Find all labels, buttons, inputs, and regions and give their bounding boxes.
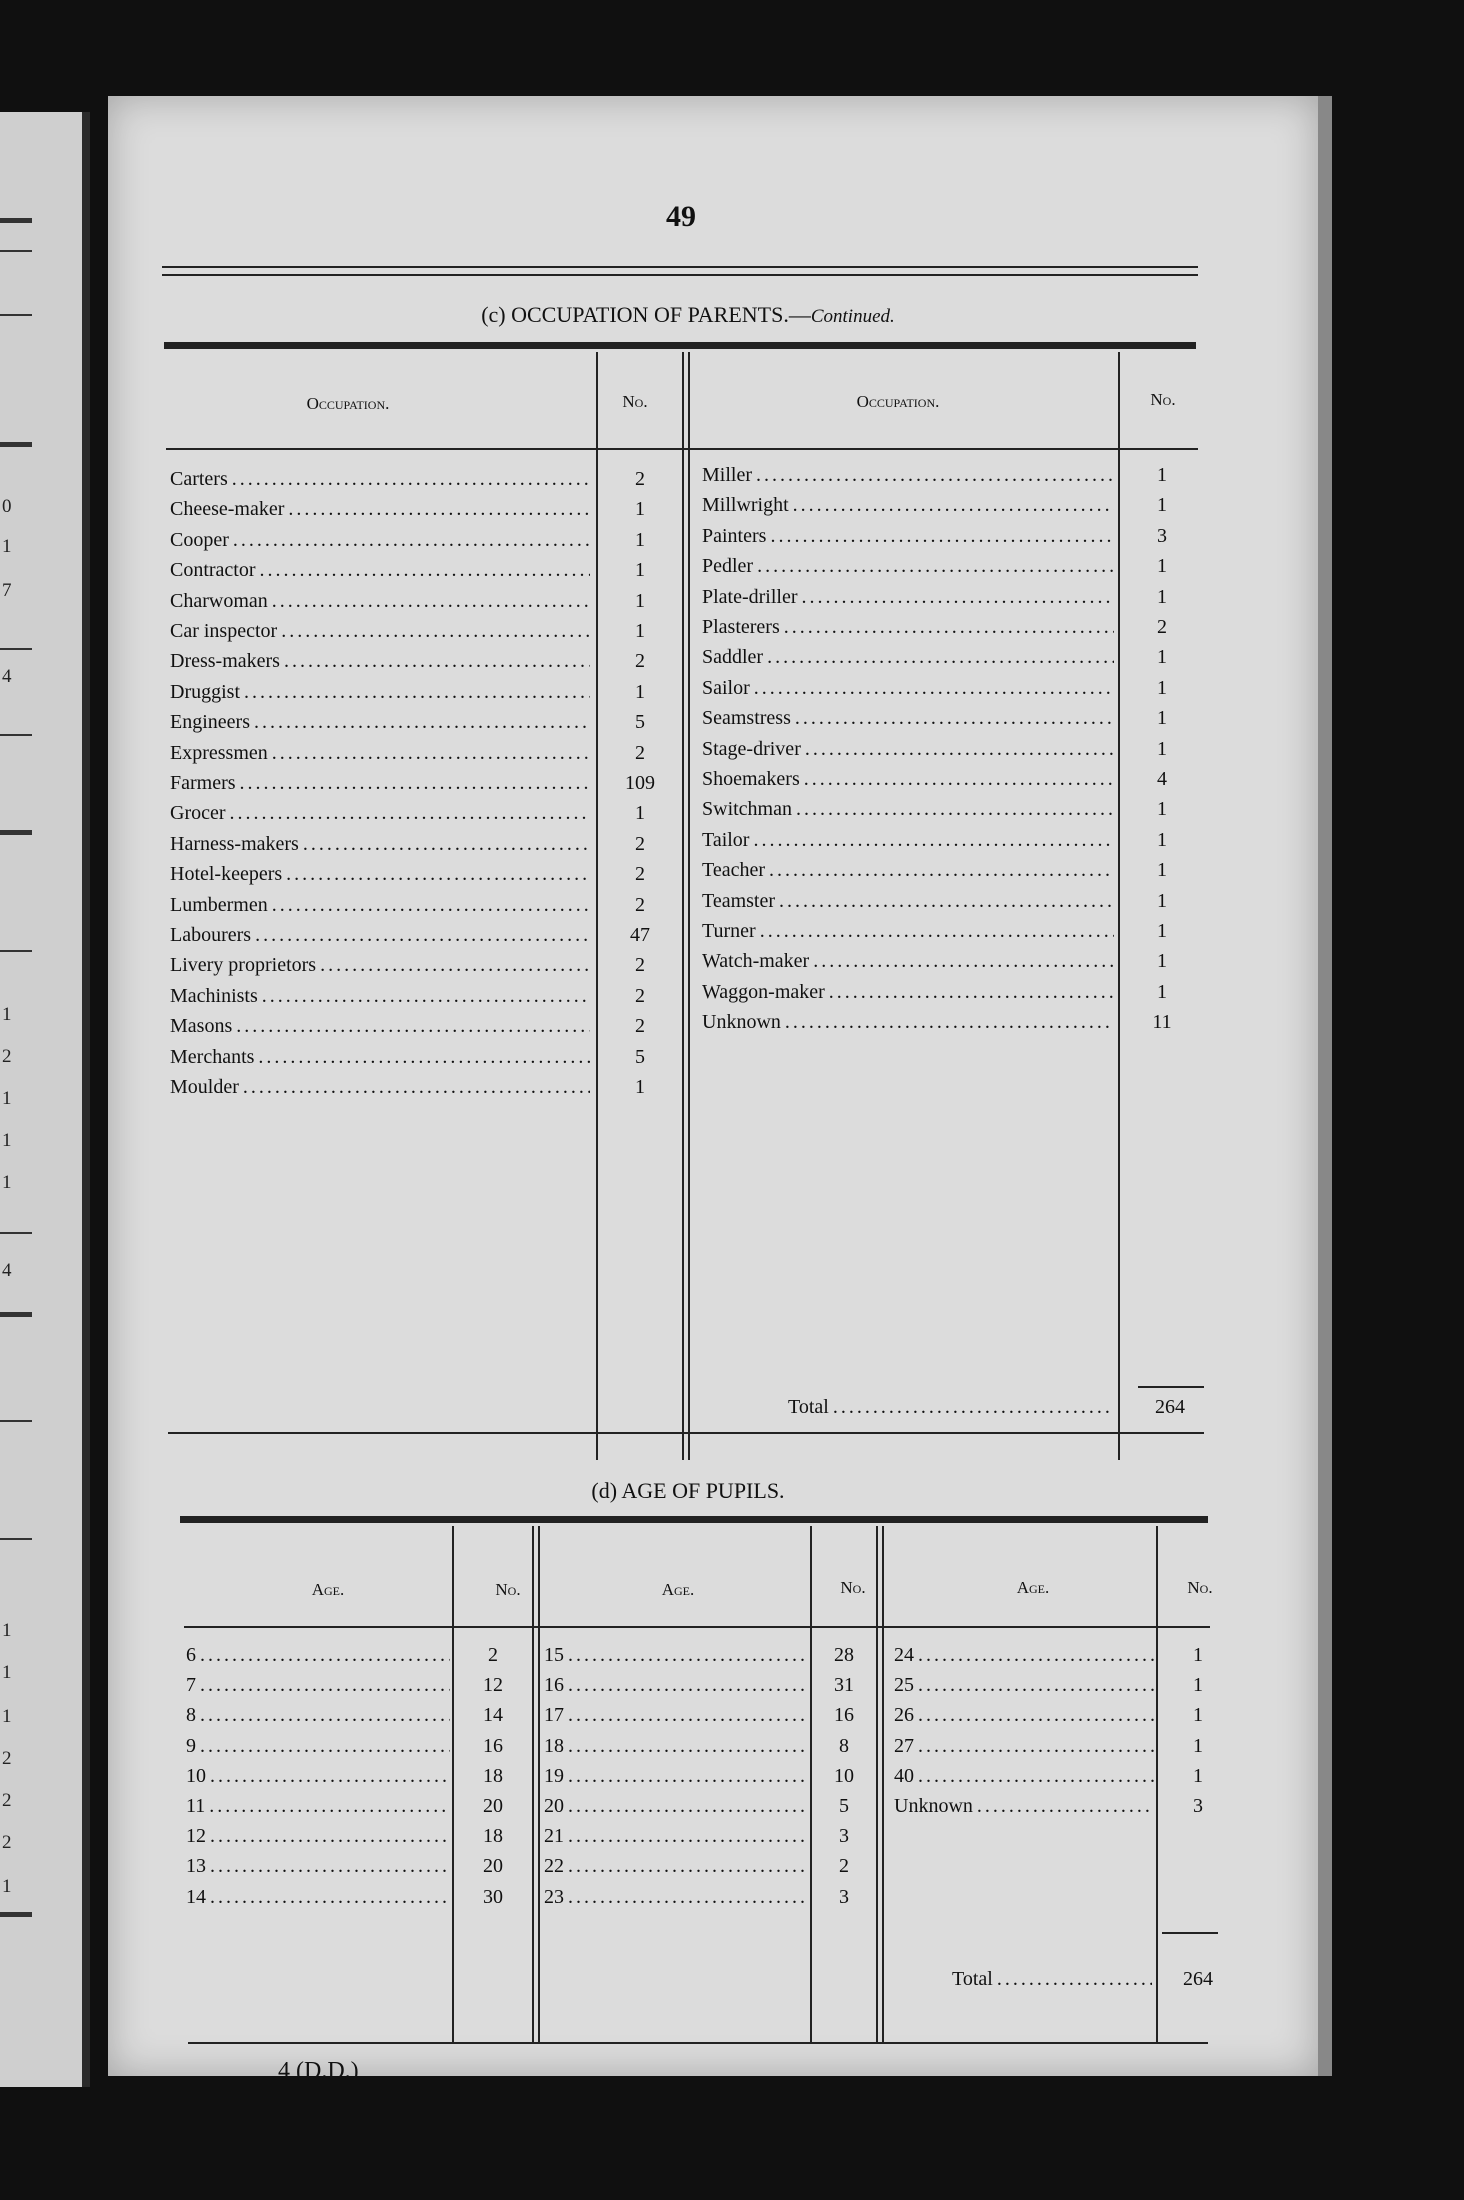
age-col3-count: 1 (1193, 1734, 1203, 1757)
occupation-left-label: Moulder . . . (170, 1076, 590, 1106)
col-header-no-left: No. (622, 392, 648, 411)
occupation-left-count: 1 (635, 559, 645, 582)
col-header-occupation-right: Occupation. (856, 392, 940, 411)
occupation-left-label: Engineers . . . (170, 711, 590, 741)
occupation-right-label: Stage-driver . . . (702, 738, 1114, 768)
occupation-left-label: Dress-makers . . . (170, 650, 590, 680)
left-page-number-fragment: 1 (2, 1620, 12, 1641)
occupation-left-label: Harness-makers . . . (170, 833, 590, 863)
section-d-title: (d) AGE OF PUPILS. (591, 1478, 785, 1503)
page-number: 49 (666, 200, 696, 233)
occupation-left-count: 1 (635, 620, 645, 642)
occupation-left-label: Expressmen . . . (170, 742, 590, 772)
age-col3-count: 3 (1193, 1795, 1203, 1817)
age-col2-label: 15 . . . (544, 1644, 808, 1674)
age-col1-label: 13 . . . (186, 1855, 450, 1885)
age-col1-count: 18 (483, 1825, 503, 1848)
left-page-rule (0, 1912, 32, 1917)
occupation-right-label: Saddler . . . (702, 646, 1114, 676)
occupation-right-label: Watch-maker . . . (702, 950, 1114, 980)
occupation-right-count: 1 (1157, 889, 1167, 912)
section-c-title-suffix: Continued. (810, 306, 895, 327)
left-page-rule (0, 648, 32, 650)
occupation-right-label: Turner . . . (702, 920, 1114, 950)
occupation-right-count: 1 (1157, 676, 1167, 699)
occupation-left-count: 5 (635, 711, 645, 734)
left-page-number-fragment: 7 (2, 580, 12, 601)
age-col3-label: 27 . . . (894, 1735, 1154, 1765)
age-col3-count: 1 (1193, 1674, 1203, 1697)
age-col2-count: 8 (839, 1734, 849, 1757)
occupation-right-label: Sailor . . . (702, 677, 1114, 707)
age-col1-count: 18 (483, 1764, 503, 1787)
occupation-left-label: Hotel-keepers . . . (170, 863, 590, 893)
age-col1-count: 16 (483, 1734, 503, 1757)
left-page-number-fragment: 1 (2, 1706, 12, 1727)
age-col1-count: 20 (483, 1855, 503, 1878)
age-col1-label: 6 . . . (186, 1644, 450, 1674)
left-page-number-fragment: 2 (2, 1748, 12, 1769)
occupation-left-label: Merchants . . . (170, 1046, 590, 1076)
occupation-left-count: 2 (635, 650, 645, 673)
section-c-title-text: (c) OCCUPATION OF PARENTS.— (481, 302, 811, 327)
left-page-number-fragment: 1 (2, 1662, 12, 1683)
age-col3-label: 25 . . . (894, 1674, 1154, 1704)
age-col3-count: 1 (1193, 1764, 1203, 1787)
age-col3-count: 1 (1193, 1644, 1203, 1666)
left-page-rule (0, 1232, 32, 1234)
occupation-left-label: Masons . . . (170, 1015, 590, 1045)
occupation-right-count: 1 (1157, 798, 1167, 821)
occupation-left-label: Machinists . . . (170, 985, 590, 1015)
left-page-rule (0, 1312, 32, 1317)
occupation-left-count: 1 (635, 1076, 645, 1098)
document-page (108, 96, 1332, 2084)
left-page-rule (0, 218, 32, 223)
occupation-right-label: Plasterers . . . (702, 616, 1114, 646)
col-divider-3 (688, 352, 690, 1460)
left-page-number-fragment: 2 (2, 1046, 12, 1067)
age-header-2: Age. (661, 1580, 695, 1599)
section-c-header-rule (164, 342, 1196, 349)
age-col2-label: 18 . . . (544, 1735, 808, 1765)
occupation-right-count: 1 (1157, 464, 1167, 486)
occupation-right-label: Millwright . . . (702, 494, 1114, 524)
left-page-rule (0, 314, 32, 316)
total-sum-rule-c (1138, 1386, 1204, 1388)
age-col3-label: 26 . . . (894, 1704, 1154, 1734)
age-col2-label: 16 . . . (544, 1674, 808, 1704)
occupation-left-label: Livery proprietors . . . (170, 954, 590, 984)
occupation-right-count: 1 (1157, 737, 1167, 760)
occupation-right-count: 1 (1157, 980, 1167, 1003)
age-col1-count: 20 (483, 1795, 503, 1817)
occupation-right-label: Seamstress . . . (702, 707, 1114, 737)
occupation-right-count: 1 (1157, 828, 1167, 851)
col-header-occupation-left: Occupation. (306, 394, 390, 413)
occupation-left-label: Car inspector . . . (170, 620, 590, 650)
age-col1-label: 7 . . . (186, 1674, 450, 1704)
total-sum-rule-d (1162, 1932, 1218, 1934)
age-col2-count: 3 (839, 1885, 849, 1908)
total-value-c: 264 (1155, 1396, 1185, 1418)
age-col2-count: 31 (834, 1674, 854, 1697)
left-page-number-fragment: 1 (2, 1004, 12, 1025)
occupation-right-count: 1 (1157, 494, 1167, 517)
left-page-number-fragment: 0 (2, 496, 12, 517)
age-col2-label: 20 . . . (544, 1795, 808, 1825)
occupation-right-count: 1 (1157, 646, 1167, 669)
occupation-left-label: Lumbermen . . . (170, 894, 590, 924)
occupation-left-label: Cooper . . . (170, 529, 590, 559)
occupation-right-count: 2 (1157, 616, 1167, 638)
occupation-left-count: 1 (635, 802, 645, 825)
no-header-1: No. (495, 1580, 521, 1599)
age-col1-label: 14 . . . (186, 1886, 450, 1916)
left-page-rule (0, 250, 32, 252)
left-page-number-fragment: 4 (2, 1260, 12, 1281)
left-page-rule (0, 442, 32, 447)
occupation-right-count: 1 (1157, 555, 1167, 578)
age-col2-label: 17 . . . (544, 1704, 808, 1734)
previous-page-edge (0, 112, 90, 2087)
age-col1-label: 9 . . . (186, 1735, 450, 1765)
age-col2-label: 19 . . . (544, 1765, 808, 1795)
occupation-right-label: Tailor . . . (702, 829, 1114, 859)
occupation-left-count: 2 (635, 832, 645, 855)
occupation-right-label: Teamster . . . (702, 890, 1114, 920)
age-col2-label: 23 . . . (544, 1886, 808, 1916)
no-header-2: No. (840, 1578, 866, 1597)
occupation-left-count: 47 (630, 924, 650, 946)
left-page-rule (0, 830, 32, 835)
occupation-left-label: Labourers . . . (170, 924, 590, 954)
left-page-rule (0, 950, 32, 952)
left-page-number-fragment: 2 (2, 1790, 12, 1811)
top-rule (162, 266, 1198, 268)
occupation-left-count: 1 (635, 589, 645, 612)
occupation-left-count: 2 (635, 893, 645, 916)
no-header-3: No. (1187, 1578, 1213, 1597)
occupation-right-count: 11 (1152, 1011, 1172, 1034)
occupation-right-label: Switchman . . . (702, 798, 1114, 828)
age-col2-label: 22 . . . (544, 1855, 808, 1885)
occupation-right-count: 1 (1157, 859, 1167, 882)
left-page-number-fragment: 1 (2, 1088, 12, 1109)
age-divider-6 (882, 1526, 884, 2044)
section-c-title (308, 302, 1068, 328)
age-col2-label: 21 . . . (544, 1825, 808, 1855)
age-col2-count: 2 (839, 1855, 849, 1878)
age-col2-count: 28 (834, 1644, 854, 1666)
col-header-no-right: No. (1150, 390, 1176, 409)
age-header-1: Age. (311, 1580, 345, 1599)
age-divider-2 (532, 1526, 534, 2044)
age-divider-3 (538, 1526, 540, 2044)
occupation-right-count: 3 (1157, 524, 1167, 547)
total-label-c: Total . . . (788, 1396, 1110, 1426)
occupation-left-label: Druggist . . . (170, 681, 590, 711)
left-page-number-fragment: 4 (2, 666, 12, 687)
age-col3-label: 24 . . . (894, 1644, 1154, 1674)
occupation-left-count: 1 (635, 498, 645, 521)
occupation-left-count: 1 (635, 528, 645, 551)
age-col3-count: 1 (1193, 1704, 1203, 1727)
occupation-right-label: Painters . . . (702, 525, 1114, 555)
occupation-right-count: 1 (1157, 585, 1167, 608)
age-col3-label: Unknown . . . (894, 1795, 1154, 1825)
footer-signature: 4 (D.D.) (278, 2058, 359, 2084)
section-d-bottom-rule (188, 2042, 1208, 2044)
left-page-number-fragment: 1 (2, 1876, 12, 1897)
occupation-left-count: 1 (635, 680, 645, 703)
age-col1-count: 30 (483, 1885, 503, 1908)
age-header-3: Age. (1016, 1578, 1050, 1597)
occupation-right-label: Unknown . . . (702, 1011, 1114, 1041)
occupation-left-count: 2 (635, 741, 645, 764)
age-col3-label: 40 . . . (894, 1765, 1154, 1795)
occupation-right-label: Teacher . . . (702, 859, 1114, 889)
age-header-rule (184, 1626, 1210, 1628)
occupation-right-label: Pedler . . . (702, 555, 1114, 585)
occupation-left-count: 2 (635, 954, 645, 977)
total-label-d: Total . . . (952, 1968, 1152, 1998)
occupation-left-label: Farmers . . . (170, 772, 590, 802)
left-page-number-fragment: 1 (2, 536, 12, 557)
age-col1-count: 2 (488, 1644, 498, 1666)
col-divider-2 (682, 352, 684, 1460)
occupation-left-label: Cheese-maker . . . (170, 498, 590, 528)
left-page-rule (0, 1538, 32, 1540)
occupation-left-count: 2 (635, 1015, 645, 1038)
age-col1-label: 10 . . . (186, 1765, 450, 1795)
left-page-rule (0, 1420, 32, 1422)
occupation-right-count: 4 (1157, 768, 1167, 790)
occupation-right-label: Waggon-maker . . . (702, 981, 1114, 1011)
occupation-left-count: 109 (625, 772, 655, 794)
left-page-number-fragment: 2 (2, 1832, 12, 1853)
occupation-left-label: Carters . . . (170, 468, 590, 498)
age-col1-count: 12 (483, 1674, 503, 1697)
left-page-rule (0, 734, 32, 736)
age-col1-label: 12 . . . (186, 1825, 450, 1855)
age-col2-count: 3 (839, 1825, 849, 1848)
occupation-left-count: 2 (635, 863, 645, 886)
age-col1-count: 14 (483, 1704, 503, 1727)
occupation-right-label: Miller . . . (702, 464, 1114, 494)
total-value-d: 264 (1183, 1968, 1213, 1990)
age-col2-count: 16 (834, 1704, 854, 1727)
age-col2-count: 5 (839, 1795, 849, 1817)
occupation-right-count: 1 (1157, 950, 1167, 973)
occupation-right-label: Shoemakers . . . (702, 768, 1114, 798)
section-c-bottom-rule (168, 1432, 1204, 1434)
occupation-right-count: 1 (1157, 920, 1167, 942)
occupation-left-count: 2 (635, 984, 645, 1007)
top-rule-2 (162, 274, 1198, 276)
age-divider-5 (876, 1526, 878, 2044)
occupation-left-count: 2 (635, 468, 645, 490)
occupation-right-count: 1 (1157, 707, 1167, 730)
age-col1-label: 11 . . . (186, 1795, 450, 1825)
left-page-number-fragment: 1 (2, 1172, 12, 1193)
occupation-left-label: Grocer . . . (170, 802, 590, 832)
occupation-left-label: Contractor . . . (170, 559, 590, 589)
left-page-number-fragment: 1 (2, 1130, 12, 1151)
age-col1-label: 8 . . . (186, 1704, 450, 1734)
section-d-header-rule (180, 1516, 1208, 1523)
occupation-left-label: Charwoman . . . (170, 590, 590, 620)
occupation-left-count: 5 (635, 1045, 645, 1068)
age-col2-count: 10 (834, 1764, 854, 1787)
occupation-right-label: Plate-driller . . . (702, 586, 1114, 616)
